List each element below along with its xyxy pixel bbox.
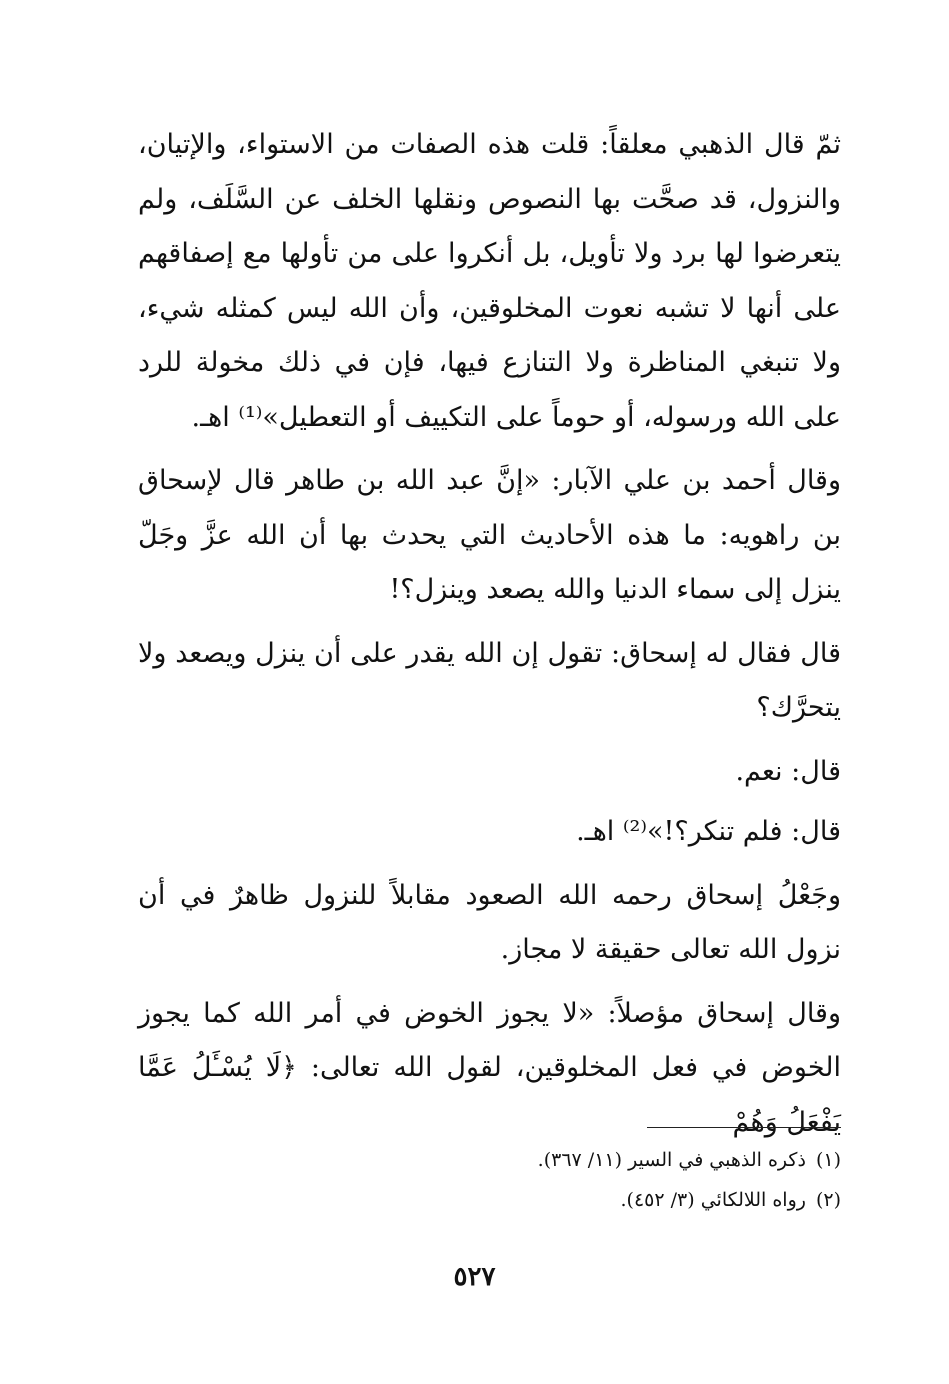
- paragraph-abar-narration: وقال أحمد بن علي الآبار: «إنَّ عبد الله بن طاهر قال لإسحاق بن راهويه: ما هذه الأحاديث التي يحدث بها أن الله عزَّ وجَلّ ينزل إلى سماء الدنيا والله يصعد وينزل؟!: [138, 465, 841, 605]
- footnote-1: [300, 1140, 841, 1180]
- footnote-text: رواه اللالكائي (٣/ ٤٥٢).: [620, 1189, 806, 1211]
- footnote-separator: [647, 1127, 841, 1128]
- footnote-text: ذكره الذهبي في السير (١١/ ٣٦٧).: [537, 1149, 806, 1171]
- page-number: ٥٢٧: [453, 1262, 496, 1292]
- main-text: [138, 118, 841, 1159]
- footnote-number: (١): [815, 1149, 841, 1171]
- footnote-2: [300, 1180, 841, 1220]
- paragraph-ishaq-reply: قال فقال له إسحاق: تقول إن الله يقدر على أن ينزل ويصعد ولا يتحرَّك؟: [138, 637, 841, 723]
- paragraph-ishaq-ascent: وجَعْلُ إسحاق رحمه الله الصعود مقابلاً للنزول ظاهرٌ في أن نزول الله تعالى حقيقة لا مجاز.: [138, 879, 841, 965]
- footnotes: [300, 1140, 841, 1220]
- footnote-number: (٢): [815, 1189, 841, 1211]
- paragraph-yes: قال: نعم.: [735, 755, 841, 787]
- paragraph-dhahabi-comment: ثمّ قال الذهبي معلقاً: قلت هذه الصفات من الاستواء، والإتيان، والنزول، قد صحَّت بها النصوص ونقلها الخلف عن السَّلَف، ولم يتعرضوا لها برد ولا تأويل، بل أنكروا على من تأولها مع إصفاقهم على أنها لا تشبه نعوت المخلوقين، وأن الله ليس كمثله شيء، ولا تنبغي المناظرة ولا التنازع فيها، فإن في ذلك مخولة للرد على الله ورسوله، أو حوماً على التكييف أو التعطيل»⁽¹⁾ اهـ.: [138, 129, 841, 433]
- paragraph-why-deny: قال: فلم تنكر؟!»⁽²⁾ اهـ.: [576, 816, 841, 847]
- paragraph-ishaq-principle: وقال إسحاق مؤصلاً: «لا يجوز الخوض في أمر الله كما يجوز الخوض في فعل المخلوقين، لقول الله تعالى: ﴿لَا يُسْـَٔلُ عَمَّا يَفْعَلُ وَهُمْ: [138, 997, 841, 1138]
